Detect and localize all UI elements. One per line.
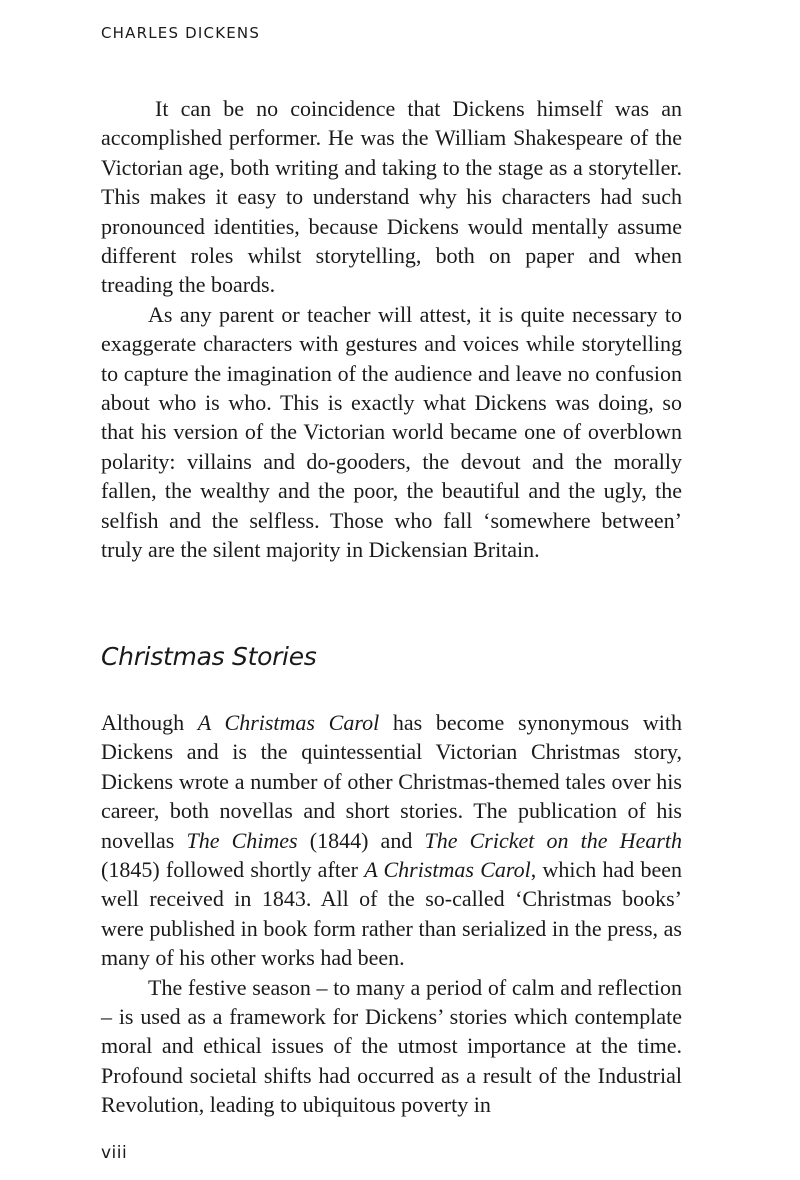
title-the-chimes: The Chimes — [186, 827, 298, 853]
section-heading: Christmas Stories — [101, 642, 317, 671]
title-a-christmas-carol-2: A Christmas Carol — [364, 857, 531, 883]
text-block-intro — [101, 94, 682, 565]
text-run: has become synonymous with Dickens and is the quintessential Victorian Christmas story, Dickens wrote a number of other Christmas-themed tales over his career, both novellas and short stories. The publication of his novellas — [101, 710, 682, 853]
paragraph-exaggerate: As any parent or teacher will attest, it is quite necessary to exaggerate characters with gestures and voices while storytelling to capture the imagination of the audience and leave no confusion about who is who. This is exactly what Dickens was doing, so that his version of the Victorian world became one of overblown polarity: villains and do-gooders, the devout and the morally fallen, the wealthy and the poor, the beautiful and the ugly, the selfish and the selfless. Those who fall ‘somewhere between’ truly are the silent majority in Dickensian Britain. — [101, 301, 682, 563]
text-run: , which had been well received in 1843. All of the so-called ‘Christmas books’ were published in book form rather than serialized in the press, as many of his other works had been. — [101, 857, 683, 971]
paragraph-performer: It can be no coincidence that Dickens himself was an accomplished performer. He was the William Shakespeare of the Victorian age, both writing and taking to the stage as a storyteller. This makes it easy to understand why his characters had such pronounced identities, because Dickens would mentally assume different roles whilst storytelling, both on paper and when treading the boards. — [101, 96, 682, 298]
running-head: CHARLES DICKENS — [101, 24, 261, 42]
text-run: (1845) followed shortly after — [101, 857, 365, 883]
page-number: viii — [101, 1143, 128, 1163]
text-run: (1844) and — [297, 827, 425, 853]
book-page — [101, 0, 682, 1180]
text-block-christmas — [101, 708, 682, 1120]
title-a-christmas-carol: A Christmas Carol — [197, 710, 380, 735]
text-run: Although — [101, 710, 198, 735]
paragraph-festive-season: The festive season – to many a period of calm and reflection – is used as a framework for Dickens’ stories which contemplate moral and ethical issues of the utmost importance at the time. Profound societal shifts had occurred as a result of the Industrial Revolution, leading to ubiquitous poverty in — [101, 974, 682, 1118]
title-the-cricket-on-the-hearth: The Cricket on the Hearth — [424, 827, 683, 853]
paragraph-christmas-carol — [101, 708, 682, 973]
